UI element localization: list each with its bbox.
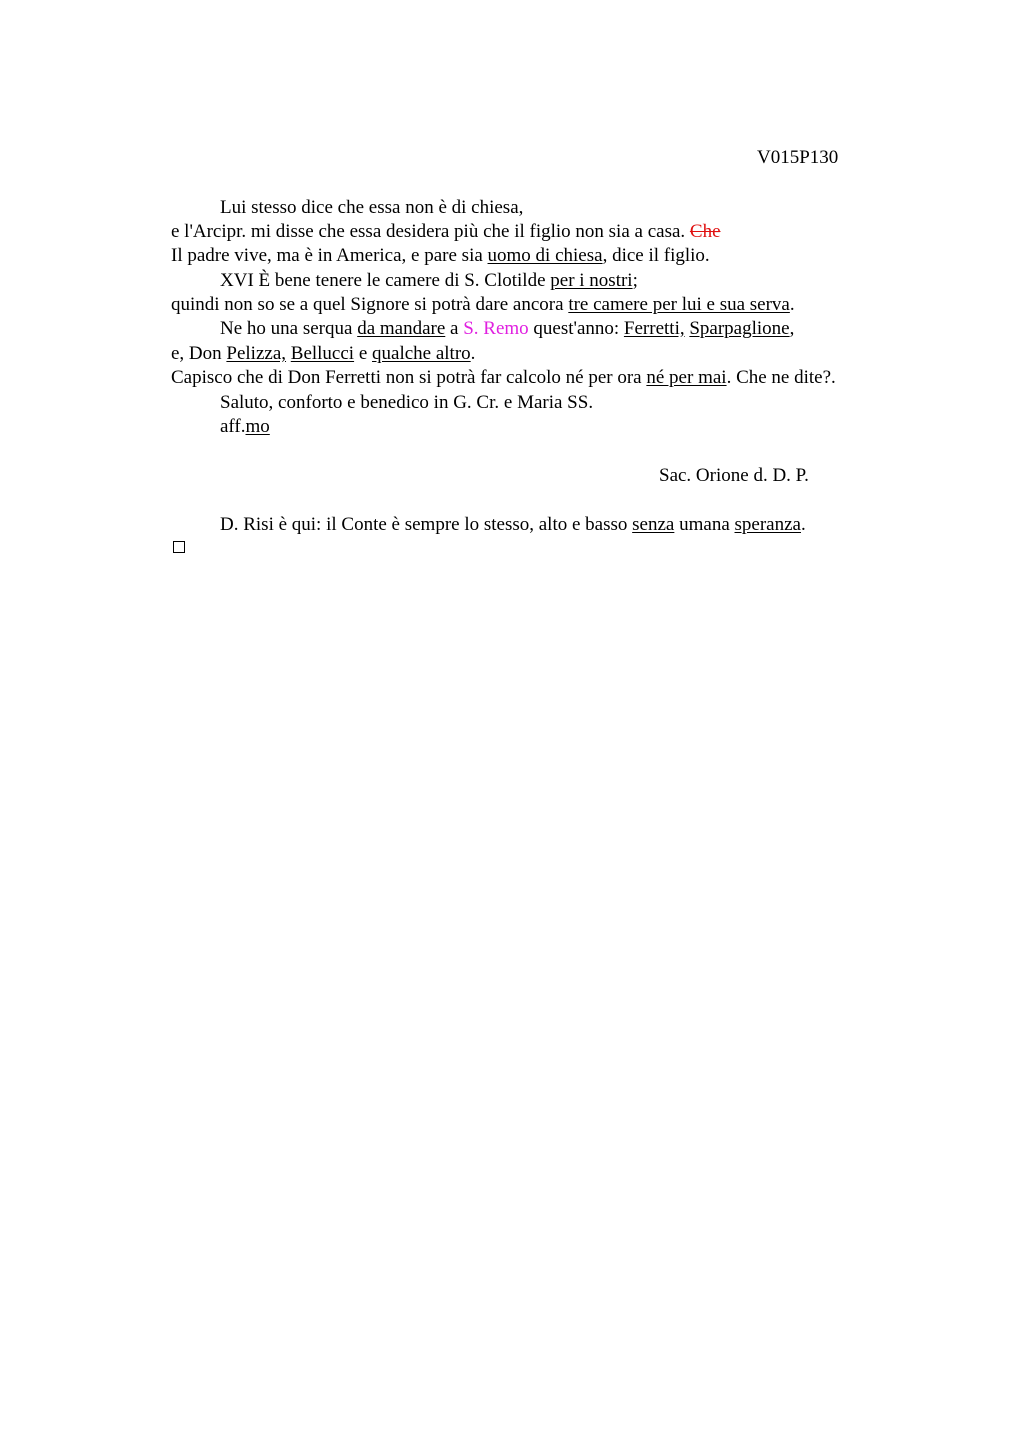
text-segment: , dice il figlio. bbox=[602, 245, 710, 266]
text-line-6 bbox=[220, 317, 794, 341]
text-segment: D. Risi è qui: il Conte è sempre lo stesso, alto e basso bbox=[220, 514, 633, 535]
text-line-1: Lui stesso dice che essa non è di chiesa, bbox=[220, 197, 524, 218]
text-segment: Il padre vive, ma è in America, e pare sia bbox=[171, 245, 488, 266]
text-line-8 bbox=[171, 366, 836, 390]
text-segment: aff. bbox=[220, 416, 246, 437]
text-segment: . bbox=[800, 514, 806, 535]
text-line-7 bbox=[171, 342, 475, 366]
underlined-phrase: tre camere per lui e sua serva bbox=[568, 294, 790, 315]
underlined-abbreviation: mo bbox=[245, 416, 270, 437]
text-segment: Ne ho una serqua bbox=[220, 318, 358, 339]
place-name-highlight: S. Remo bbox=[463, 318, 529, 339]
text-segment: e l'Arcipr. mi disse che essa desidera più che il figlio non sia a casa. bbox=[171, 221, 690, 242]
text-segment: . Che ne dite?. bbox=[726, 367, 836, 388]
underlined-name: Bellucci bbox=[290, 343, 355, 364]
text-segment: . bbox=[789, 294, 795, 315]
underlined-phrase: qualche altro bbox=[372, 343, 471, 364]
postscript-line bbox=[220, 513, 806, 537]
empty-checkbox-icon bbox=[173, 541, 185, 553]
underlined-name: Pelizza, bbox=[226, 343, 287, 364]
text-segment: ; bbox=[632, 270, 638, 291]
signature: Sac. Orione d. D. P. bbox=[659, 465, 809, 486]
underlined-phrase: uomo di chiesa bbox=[487, 245, 603, 266]
text-segment: a bbox=[445, 318, 464, 339]
closing-line bbox=[220, 415, 270, 439]
text-line-4 bbox=[220, 269, 638, 293]
text-line-9: Saluto, conforto e benedico in G. Cr. e Maria SS. bbox=[220, 392, 594, 413]
text-segment: quindi non so se a quel Signore si potrà dare ancora bbox=[171, 294, 569, 315]
underlined-word: speranza bbox=[734, 514, 801, 535]
text-line-2 bbox=[171, 220, 721, 244]
underlined-phrase: né per mai bbox=[646, 367, 727, 388]
text-segment: quest'anno: bbox=[528, 318, 624, 339]
text-line-3 bbox=[171, 244, 710, 268]
page-reference: V015P130 bbox=[757, 147, 839, 168]
underlined-phrase: da mandare bbox=[357, 318, 446, 339]
text-segment: Capisco che di Don Ferretti non si potrà far calcolo né per ora bbox=[171, 367, 647, 388]
text-segment: umana bbox=[674, 514, 735, 535]
underlined-word: senza bbox=[632, 514, 675, 535]
text-segment: e bbox=[354, 343, 373, 364]
text-line-5 bbox=[171, 293, 795, 317]
text-segment: e, Don bbox=[171, 343, 227, 364]
text-segment: . bbox=[470, 343, 476, 364]
text-segment: , bbox=[789, 318, 795, 339]
underlined-name: Sparpaglione bbox=[689, 318, 790, 339]
deleted-word: Che bbox=[689, 221, 721, 242]
text-segment: XVI È bene tenere le camere di S. Clotilde bbox=[220, 270, 551, 291]
underlined-name: Ferretti, bbox=[623, 318, 685, 339]
underlined-phrase: per i nostri bbox=[550, 270, 633, 291]
